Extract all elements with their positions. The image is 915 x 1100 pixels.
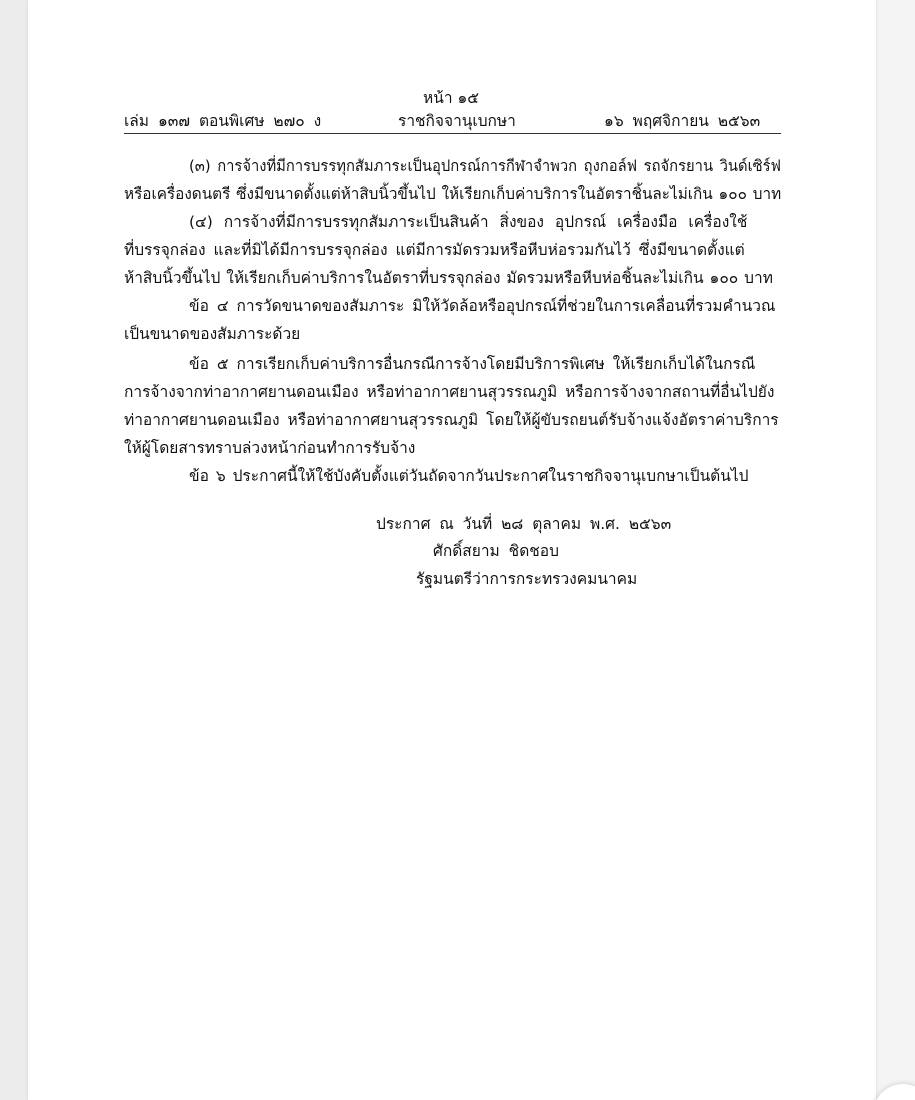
clause-4-line-1: ข้อ ๔ การวัดขนาดของสัมภาระ มิให้วัดล้อหรืออุปกรณ์ที่ช่วยในการเคลื่อนที่รวมคำนวณ [189,297,776,315]
clause-5-line-4: ให้ผู้โดยสารทราบล่วงหน้าก่อนทำการรับจ้าง [124,439,416,457]
clause-5-line-3: ท่าอากาศยานดอนเมือง หรือท่าอากาศยานสุวรรณภูมิ โดยให้ผู้ขับรถยนต์รับจ้างแจ้งอัตราค่าบริการ [124,411,779,429]
volume-info: เล่ม ๑๓๗ ตอนพิเศษ ๒๗๐ ง [124,112,322,130]
clause-5-line-2: การจ้างจากท่าอากาศยานดอนเมือง หรือท่าอากาศยานสุวรรณภูมิ หรือการจ้างจากสถานที่อื่นไปยัง [124,383,775,401]
clause-5-line-1: ข้อ ๕ การเรียกเก็บค่าบริการอื่นกรณีการจ้างโดยมีบริการพิเศษ ให้เรียกเก็บได้ในกรณี [189,355,756,373]
publication-name: ราชกิจจานุเบกษา [398,112,516,130]
page-number: หน้า ๑๕ [423,89,480,107]
clause-6-line-1: ข้อ ๖ ประกาศนี้ให้ใช้บังคับตั้งแต่วันถัดจากวันประกาศในราชกิจจานุเบกษาเป็นต้นไป [189,467,749,485]
header-divider [124,133,781,134]
publication-date: ๑๖ พฤศจิกายน ๒๕๖๓ [604,112,761,130]
paragraph-4-line-3: ห้าสิบนิ้วขึ้นไป ให้เรียกเก็บค่าบริการในอัตราที่บรรจุกล่อง มัดรวมหรือหีบห่อชิ้นละไม่เกิน ๑๐๐ บาท [124,269,773,287]
paragraph-4-line-1: (๔) การจ้างที่มีการบรรทุกสัมภาระเป็นสินค้า สิ่งของ อุปกรณ์ เครื่องมือ เครื่องใช้ [189,213,748,231]
signatory-name: ศักดิ์สยาม ชิดชอบ [433,542,559,560]
signatory-position: รัฐมนตรีว่าการกระทรวงคมนาคม [416,570,638,588]
viewer-side-strip [876,0,915,1100]
clause-4-line-2: เป็นขนาดของสัมภาระด้วย [124,325,301,343]
paragraph-3-line-2: หรือเครื่องดนตรี ซึ่งมีขนาดตั้งแต่ห้าสิบนิ้วขึ้นไป ให้เรียกเก็บค่าบริการในอัตราชิ้นละไม่เกิน ๑๐๐ บาท [124,185,782,203]
paragraph-4-line-2: ที่บรรจุกล่อง และที่มิได้มีการบรรจุกล่อง แต่มีการมัดรวมหรือหีบห่อรวมกันไว้ ซึ่งมีขนาดตั้งแต่ [124,241,745,259]
paragraph-3-line-1: (๓) การจ้างที่มีการบรรทุกสัมภาระเป็นอุปกรณ์การกีฬาจำพวก ถุงกอล์ฟ รถจักรยาน วินด์เซิร์ฟ [189,157,781,175]
announcement-date: ประกาศ ณ วันที่ ๒๘ ตุลาคม พ.ศ. ๒๕๖๓ [376,515,672,533]
